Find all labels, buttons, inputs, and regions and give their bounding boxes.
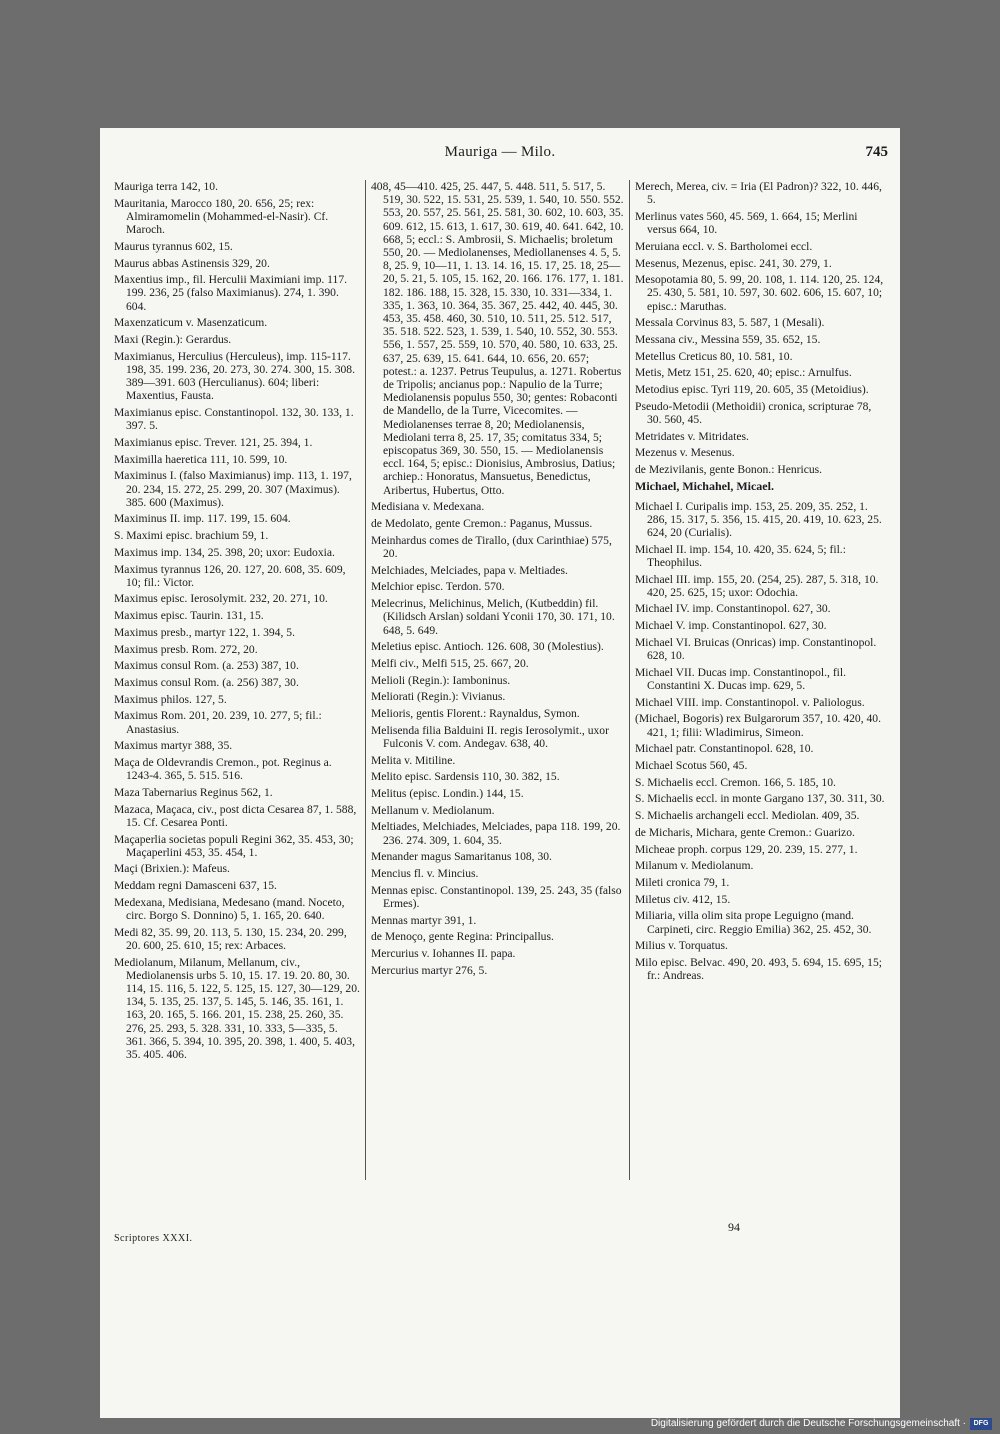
index-entry: Maximus presb. Rom. 272, 20. [114,642,258,656]
index-entry: de Menoço, gente Regina: Principallus. [371,930,554,944]
index-entry: Michael V. imp. Constantinopol. 627, 30. [635,619,827,633]
index-entry: Milius v. Torquatus. [635,939,728,953]
index-entry: Maxenzaticum v. Masenzaticum. [114,316,268,330]
index-entry: Maurus abbas Astinensis 329, 20. [114,256,270,270]
index-entry: Maximianus, Herculius (Herculeus), imp. 115-117. 198, 35. 199. 236, 20. 273, 30. 274. 300, 15. 308. 389—391. 603 (Herculianus). 604; liberi: Maxentius, Fausta. [114,349,355,403]
index-entry: Maximus presb., martyr 122, 1. 394, 5. [114,625,295,639]
index-entry: Milo episc. Belvac. 490, 20. 493, 5. 694, 15. 695, 15; fr.: Andreas. [635,955,882,983]
index-entry: Maçi (Brixien.): Mafeus. [114,862,230,876]
index-entry: Maximus martyr 388, 35. [114,739,233,753]
index-entry: Meliorati (Regin.): Vivianus. [371,690,506,704]
index-entry: Melioli (Regin.): Iamboninus. [371,673,511,687]
index-entry: Mauritania, Marocco 180, 20. 656, 25; rex: Almiramomelin (Mohammed-el-Nasir). Cf. Maroch. [114,196,329,237]
index-entry: Mencius fl. v. Mincius. [371,867,479,881]
index-entry: Mesenus, Mezenus, episc. 241, 30. 279, 1. [635,256,832,270]
index-entry: Medisiana v. Medexana. [371,500,485,514]
index-entry: Maximianus episc. Constantinopol. 132, 30. 133, 1. 397. 5. [114,406,354,433]
index-entry: Michael I. Curipalis imp. 153, 25. 209, 35. 252, 1. 286, 15. 317, 5. 356, 15. 415, 20. 419, 10. 623, 25. 624, 20 (Curialis). [635,499,882,539]
index-entry: de Mezivilanis, gente Bonon.: Henricus. [635,463,823,477]
index-entry: Meruiana eccl. v. S. Bartholomei eccl. [635,239,813,253]
index-entry: Melioris, gentis Florent.: Raynaldus, Symon. [371,707,580,721]
index-entry: Mellanum v. Mediolanum. [371,803,495,817]
index-entry: Maximus consul Rom. (a. 253) 387, 10. [114,659,299,673]
index-entry: Mezenus v. Mesenus. [635,446,735,460]
index-entry: Mediolanum, Milanum, Mellanum, civ., Mediolanensis urbs 5. 10, 15. 17. 19. 20. 80, 30. 114, 15. 116, 5. 122, 5. 125, 15. 127, 30—129, 20. 134, 5. 135, 25. 137, 5. 145, 5. 146, 35. 161, 1. 163, 20. 165, 5. 166. 201, 15. 238, 25. 260, 35. 276, 25. 293, 5. 328. 331, 10. 333, 5—335, 5. 361. 366, 5. 394, 10. 395, 20. 398, 1. 400, 5. 403, 35. 405. 406. [114,955,360,1062]
index-entry: Meletius episc. Antioch. 126. 608, 30 (Molestius). [371,640,604,654]
signature-line: Scriptores XXXI. [114,1233,193,1244]
index-entry: Metis, Metz 151, 25. 620, 40; episc.: Arnulfus. [635,366,852,380]
index-entry: Menander magus Samaritanus 108, 30. [371,850,552,864]
index-entry: Maximilla haeretica 111, 10. 599, 10. [114,452,288,466]
page-header [100,144,900,166]
index-entry: Meinhardus comes de Tirallo, (dux Carinthiae) 575, 20. [371,533,612,560]
index-entry: Melecrinus, Melichinus, Melich, (Kutbeddin) fil. (Kilidsch Arslan) soldani Yconii 170, 30. 171, 10. 648, 5. 649. [371,597,615,637]
index-entry: Melito episc. Sardensis 110, 30. 382, 15. [371,770,560,784]
index-entry: Maza Tabernarius Reginus 562, 1. [114,785,273,799]
index-entry: Mileti cronica 79, 1. [635,875,730,889]
index-entry: Maximinus I. (falso Maximianus) imp. 113, 1. 197, 20. 234, 15. 272, 25. 299, 20. 307 (Maximus). 385. 600 (Maximus). [114,469,352,509]
index-entry: Maximus philos. 127, 5. [114,692,227,706]
index-entry: S. Michaelis eccl. in monte Gargano 137, 30. 311, 30. [635,792,885,806]
running-title: Mauriga — Milo. [444,144,556,160]
index-entry: de Micharis, Michara, gente Cremon.: Guarizo. [635,825,855,839]
index-entry: Medexana, Medisiana, Medesano (mand. Noceto, circ. Borgo S. Donnino) 5, 1. 165, 20. 640. [114,895,345,923]
index-entry: Melchior episc. Terdon. 570. [371,580,505,594]
index-entry: Meltiades, Melchiades, Melciades, papa 118. 199, 20. 236. 274. 309, 1. 604, 35. [371,820,621,847]
index-entry: Melchiades, Melciades, papa v. Meltiades. [371,563,568,577]
index-entry: Pseudo-Metodii (Methoidii) cronica, scripturae 78, 30. 560, 45. [635,399,872,427]
index-entry: Miliaria, villa olim sita prope Leguigno (mand. Carpineti, circ. Reggio Emilia) 362, 25. 452, 30. [635,909,872,936]
book-page [100,128,900,1418]
index-entry: Maçaperlia societas populi Regini 362, 35. 453, 30; Maçaperlini 453, 35. 454, 1. [114,832,354,859]
index-entry: Melitus (episc. Londin.) 144, 15. [371,787,524,801]
index-entry: Michael III. imp. 155, 20. (254, 25). 287, 5. 318, 10. 420, 25. 625, 15; uxor: Odochia. [635,572,879,599]
index-entry: Michael Scotus 560, 45. [635,759,748,773]
index-entry: Michael, Michahel, Micael. [635,479,774,494]
index-entry: Maxentius imp., fil. Herculii Maximiani imp. 117. 199. 236, 25 (falso Maximianus). 274, 1. 390. 604. [114,273,348,313]
index-column-2 [371,180,624,980]
index-entry: Maxi (Regin.): Gerardus. [114,333,232,347]
index-entry: Messana civ., Messina 559, 35. 652, 15. [635,333,821,347]
index-entry: Michael IV. imp. Constantinopol. 627, 30. [635,602,831,616]
index-entry: Mercurius v. Iohannes II. papa. [371,947,516,961]
digitization-credit: Digitalisierung gefördert durch die Deutsche Forschungsgemeinschaft · [650,1418,966,1429]
index-entry: Melfi civ., Melfi 515, 25. 667, 20. [371,656,529,670]
index-entry: Miletus civ. 412, 15. [635,892,731,906]
index-entry: Mauriga terra 142, 10. [114,180,218,193]
index-entry: Mesopotamia 80, 5. 99, 20. 108, 1. 114. 120, 25. 124, 25. 430, 5. 581, 10. 597, 30. 602. 606, 15. 607, 10; episc.: Maruthas. [635,273,884,313]
index-column-3 [635,180,888,986]
index-entry: Mennas martyr 391, 1. [371,913,477,927]
index-entry: Michael VI. Bruicas (Onricas) imp. Constantinopol. 628, 10. [635,635,877,663]
index-entry: Mazaca, Maçaca, civ., post dicta Cesarea 87, 1. 588, 15. Cf. Cesarea Ponti. [114,802,357,829]
index-entry: Maurus tyrannus 602, 15. [114,239,233,253]
index-entry: de Medolato, gente Cremon.: Paganus, Mussus. [371,517,593,531]
index-entry: Melisenda filia Balduini II. regis Ierosolymit., uxor Fulconis V. com. Andegav. 638, 40. [371,723,609,750]
index-entry: S. Michaelis archangeli eccl. Mediolan. 409, 35. [635,809,860,823]
index-entry: Maximus Rom. 201, 20. 239, 10. 277, 5; fil.: Anastasius. [114,709,322,736]
index-entry: S. Maximi episc. brachium 59, 1. [114,529,269,543]
index-entry: Meddam regni Damasceni 637, 15. [114,879,277,893]
index-entry: Melita v. Mitiline. [371,753,456,767]
index-entry: Micheae proph. corpus 129, 20. 239, 15. 277, 1. [635,842,858,856]
index-entry: Messala Corvinus 83, 5. 587, 1 (Mesali). [635,316,825,330]
index-entry: (Michael, Bogoris) rex Bulgarorum 357, 10. 420, 40. 421, 1; filii: Wladimirus, Simeon. [635,712,882,739]
column-rule [629,180,630,1180]
index-entry: Maximus consul Rom. (a. 256) 387, 30. [114,676,299,689]
sheet-number: 94 [728,1220,740,1234]
index-entry: 408, 45—410. 425, 25. 447, 5. 448. 511, 5. 517, 5. 519, 30. 522, 15. 531, 25. 539, 1. 540, 10. 550. 552. 553, 20. 557, 25. 561, 25. 581, 30. 602, 10. 603, 35. 609. 612, 15. 613, 1. 617, 30. 619, 40. 641. 642, 10. 668, 5; eccl.: S. Ambrosii, S. Michaelis; broletum 550, 20. — Mediolanenses, Mediollanenses 4. 5, 5. 8, 25. 9, 10—11, 1. 13. 14. 16, 15. 17, 25. 18, 25—20, 5. 21, 5. 105, 15. 162, 20. 166. 176. 177, 1. 181. 182. 186. 188, 15. 328, 15. 330, 10. 331—334, 1. 335, 1. 363, 10. 364, 35. 367, 25. 442, 40. 445, 30. 453, 35. 458. 460, 30. 510, 10. 511, 25. 512. 517, 35. 518. 522. 523, 1. 539, 1. 540, 10. 552, 30. 553. 556, 1. 557, 25. 559, 10. 570, 40. 580, 10. 633, 25. 637, 25. 639, 15. 641. 644, 10. 656, 20. 657; potest.: a. 1237. Petrus Teupulus, a. 1271. Robertus de Tripolis; ancianus pop.: Napulio de la Turre; Mediolanensis populus 550, 30; gentes: Robaconti de Mandello, de la Turre, Vicecomites. — Mediolanenses terrae 8, 20; Mediolanensis, Mediolani terra 8, 25. 17, 35; comitatus 334, 5; episcopatus 369, 30. 550, 15. — Mediolanensis eccl. 164, 5; episc.: Dionisius, Ambrosius, Datius; archiep.: Honoratus, Mansuetus, Benedictus, Aribertus, Hubertus, Otto. [371,180,624,497]
dfg-logo: DFG [970,1418,992,1430]
index-entry: Maximinus II. imp. 117. 199, 15. 604. [114,512,291,526]
index-entry: Michael VII. Ducas imp. Constantinopol., fil. Constantini X. Ducas imp. 629, 5. [635,665,847,692]
index-entry: Metellus Creticus 80, 10. 581, 10. [635,349,793,363]
index-column-1 [114,180,360,1065]
index-entry: S. Michaelis eccl. Cremon. 166, 5. 185, 10. [635,775,836,789]
index-entry: Michael VIII. imp. Constantinopol. v. Paliologus. [635,695,865,709]
index-entry: Michael II. imp. 154, 10. 420, 35. 624, 5; fil.: Theophilus. [635,542,846,569]
index-entry: Michael patr. Constantinopol. 628, 10. [635,742,814,756]
index-entry: Maça de Oldevrandis Cremon., pot. Reginus a. 1243-4. 365, 5. 515. 516. [114,756,332,783]
index-entry: Maximus tyrannus 126, 20. 127, 20. 608, 35. 609, 10; fil.: Victor. [114,562,346,589]
index-entry: Merlinus vates 560, 45. 569, 1. 664, 15; Merlini versus 664, 10. [635,209,858,237]
index-entry: Milanum v. Mediolanum. [635,859,754,873]
index-entry: Mercurius martyr 276, 5. [371,963,488,977]
index-entry: Maximus episc. Taurin. 131, 15. [114,609,264,623]
index-entry: Metodius episc. Tyri 119, 20. 605, 35 (Metoidius). [635,383,869,397]
index-entry: Medi 82, 35. 99, 20. 113, 5. 130, 15. 234, 20. 299, 20. 600, 25. 610, 15; rex: Arbaces. [114,925,347,952]
page-number: 745 [865,144,888,160]
index-entry: Mennas episc. Constantinopol. 139, 25. 243, 35 (falso Ermes). [371,883,622,910]
index-entry: Maximus episc. Ierosolymit. 232, 20. 271, 10. [114,592,328,606]
index-entry: Maximianus episc. Trever. 121, 25. 394, 1. [114,435,313,449]
index-entry: Merech, Merea, civ. = Iria (El Padron)? 322, 10. 446, 5. [635,180,882,207]
index-entry: Maximus imp. 134, 25. 398, 20; uxor: Eudoxia. [114,545,335,559]
index-entry: Metridates v. Mitridates. [635,429,749,443]
column-rule [365,180,366,1180]
